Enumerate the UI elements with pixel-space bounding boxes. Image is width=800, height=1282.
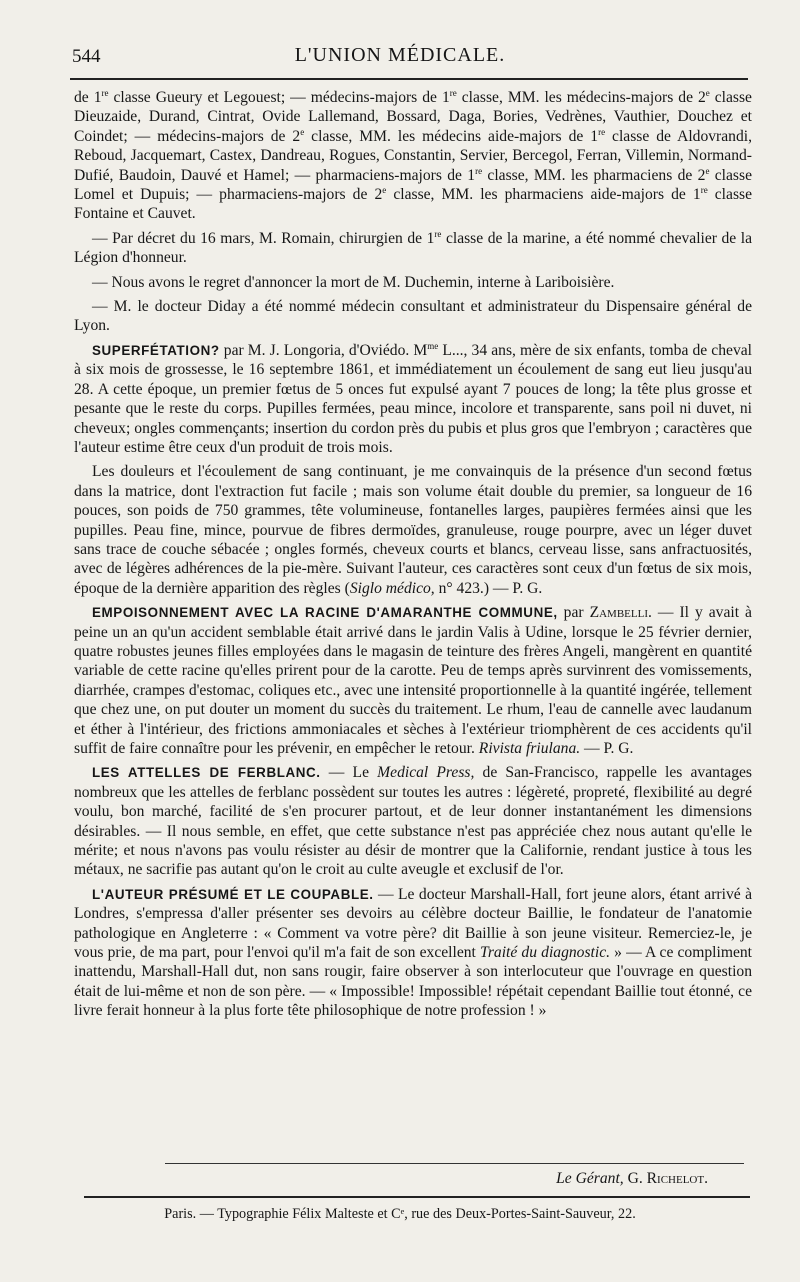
section-heading: LES ATTELLES DE FERBLANC. bbox=[92, 765, 321, 781]
article-auteur-presume: L'AUTEUR PRÉSUMÉ ET LE COUPABLE. — Le docteur Marshall-Hall, fort jeune alors, étant arrivé à Londres, s'empressa d'aller présenter ses devoirs au célèbre docteur Baillie, le fondateur de l'anatomie pathologique en Angleterre : « Comment va votre père? dit Baillie à son jeune visiteur. Remerciez-le, je vous prie, de ma part, pour l'envoi qu'il m'a fait de son excellent Traité du diagnostic. » — A ce compliment inattendu, Marshall-Hall dut, non sans rougir, faire observer à son interlocuteur que l'ouvrage en question était de lui-même et non de son père. — « Impossible! Impossible! répétait cependant Baillie tout étonné, ce livre ferait honneur à la plus forte tête philosophique de notre profession ! » bbox=[74, 885, 752, 1020]
header-rule bbox=[70, 78, 748, 80]
section-heading: SUPERFÉTATION? bbox=[92, 342, 220, 358]
section-heading: L'AUTEUR PRÉSUMÉ ET LE COUPABLE. bbox=[92, 886, 374, 902]
paragraph-appointment: — M. le docteur Diday a été nommé médecin consultant et administrateur du Dispensaire général de Lyon. bbox=[74, 298, 752, 335]
printer-imprint: Paris. — Typographie Félix Malteste et Cᵉ, rue des Deux-Portes-Saint-Sauveur, 22. bbox=[164, 1206, 636, 1222]
page-number: 544 bbox=[72, 46, 101, 67]
article-amaranthe: EMPOISONNEMENT AVEC LA RACINE D'AMARANTHE COMMUNE, par Zambelli. — Il y avait à peine un an qu'un accident semblable était arrivé dans le jardin Valis à Udine, lorsque le 25 février dernier, quatre robustes jeunes filles employées dans le magasin de teinture des frères Angeli, mangèrent en quantité variable de cette racine qu'elles prirent pour de la carotte. Peu de temps après survinrent des vomissements, diarrhée, crampes d'estomac, coliques etc., avec une intensité proportionnelle à la quantité ingérée, tellement que chez une, on put douter un moment du succès du traitement. Le rhum, l'eau de cannelle avec laudanum et éther à l'intérieur, des frictions ammoniacales et sèches à l'extérieur triomphèrent de ces accidents qu'il suffit de faire connaître pour les prévenir, en empêcher le retour. Rivista friulana. — P. G. bbox=[74, 604, 752, 757]
paragraph-decree: — Par décret du 16 mars, M. Romain, chirurgien de 1re classe de la marine, a été nommé chevalier de la Légion d'honneur. bbox=[74, 228, 752, 267]
article-superfetation: SUPERFÉTATION? par M. J. Longoria, d'Oviédo. $M^{me}$ L..., 34 ans, mère de six enfants, tomba de cheval à six mois de grossesse, le 16 septembre 1861, et immédiatement un écoulement de sang eut lieu jusqu'au 28. A cette époque, un premier fœtus de 5 onces fut expulsé ayant 7 pouces de long; la tête plus grosse et pesante que le reste du corps. Pupilles fermées, peau mince, incolore et transparente, sans poil ni duvet, ni cheveux; ongles commençants; insertion du cordon près du pubis et plus gros que l'embryon ; caractères que l'auteur estime être ceux d'un produit de trois mois. bbox=[74, 340, 752, 456]
article-superfetation-continued: Les douleurs et l'écoulement de sang continuant, je me convainquis de la présence d'un second fœtus dans la matrice, dont l'extraction fut facile ; mais son volume était double du premier, sa longueur de 16 pouces, son poids de 750 grammes, tête volumineuse, fontanelles larges, paupières fermées ainsi que les pupilles. Peau fine, mince, pourvue de fibres dermoïdes, granuleuse, rouge pourpre, avec un léger duvet sans trace de couche sébacée ; ongles formés, cheveux courts et blancs, cerveau lisse, sans anfractuosités, avec de légères adhérences de la pie-mère. Suivant l'auteur, ces caractères sont ceux d'un fœtus de six mois, époque de la dernière apparition des règles (Siglo médico, n° 423.) — P. G. bbox=[74, 463, 752, 597]
signature: Le Gérant, G. Richelot. bbox=[556, 1170, 708, 1187]
paragraph-obituary: — Nous avons le regret d'annoncer la mort de M. Duchemin, interne à Lariboisière. bbox=[92, 273, 615, 291]
signature-rule bbox=[165, 1163, 744, 1164]
paragraph-promotions: de 1re classe Gueury et Legouest; — médecins-majors de 1re classe, MM. les médecins-majors de 2e classe Dieuzaide, Durand, Cintrat, Ovide Lallemand, Bossard, Daga, Bories, Vedrènes, Vauthier, Douchez et Coindet; — médecins-majors de 2e classe, MM. les médecins aide-majors de 1re classe de Aldovrandi, Reboud, Jacquemart, Castex, Dandreau, Rogues, Constantin, Servier, Bercegol, Ferran, Villemin, Normand-Dufié, Baudoin, Dauvé et Hamel; — pharmaciens-majors de 1re classe, MM. les pharmaciens de 2e classe Lomel et Dupuis; — pharmaciens-majors de 2e classe, MM. les pharmaciens aide-majors de 1re classe Fontaine et Cauvet. bbox=[74, 87, 752, 223]
article-body bbox=[74, 88, 752, 1026]
running-title: L'UNION MÉDICALE. bbox=[294, 44, 506, 66]
footer-rule bbox=[84, 1196, 750, 1198]
section-heading: EMPOISONNEMENT AVEC LA RACINE D'AMARANTHE COMMUNE, bbox=[92, 605, 558, 621]
article-attelles: LES ATTELLES DE FERBLANC. — Le Medical Press, de San-Francisco, rappelle les avantages nombreux que les attelles de ferblanc possèdent sur toutes les autres : légèreté, propreté, flexibilité au degré voulu, bon marché, facilité de s'en procurer partout, et de leur donner instantanément les dimensions désirables. — Il nous semble, en effet, que cette substance n'est pas appréciée chez nous autant qu'elle le mérite; et nous n'avons pas voulu résister au désir de montrer que la Californie, rendant justice à tous les métaux, ne sacrifie pas autant qu'on le croit au culte aveugle et exclusif de l'or. bbox=[74, 764, 752, 879]
page-header bbox=[62, 42, 738, 70]
